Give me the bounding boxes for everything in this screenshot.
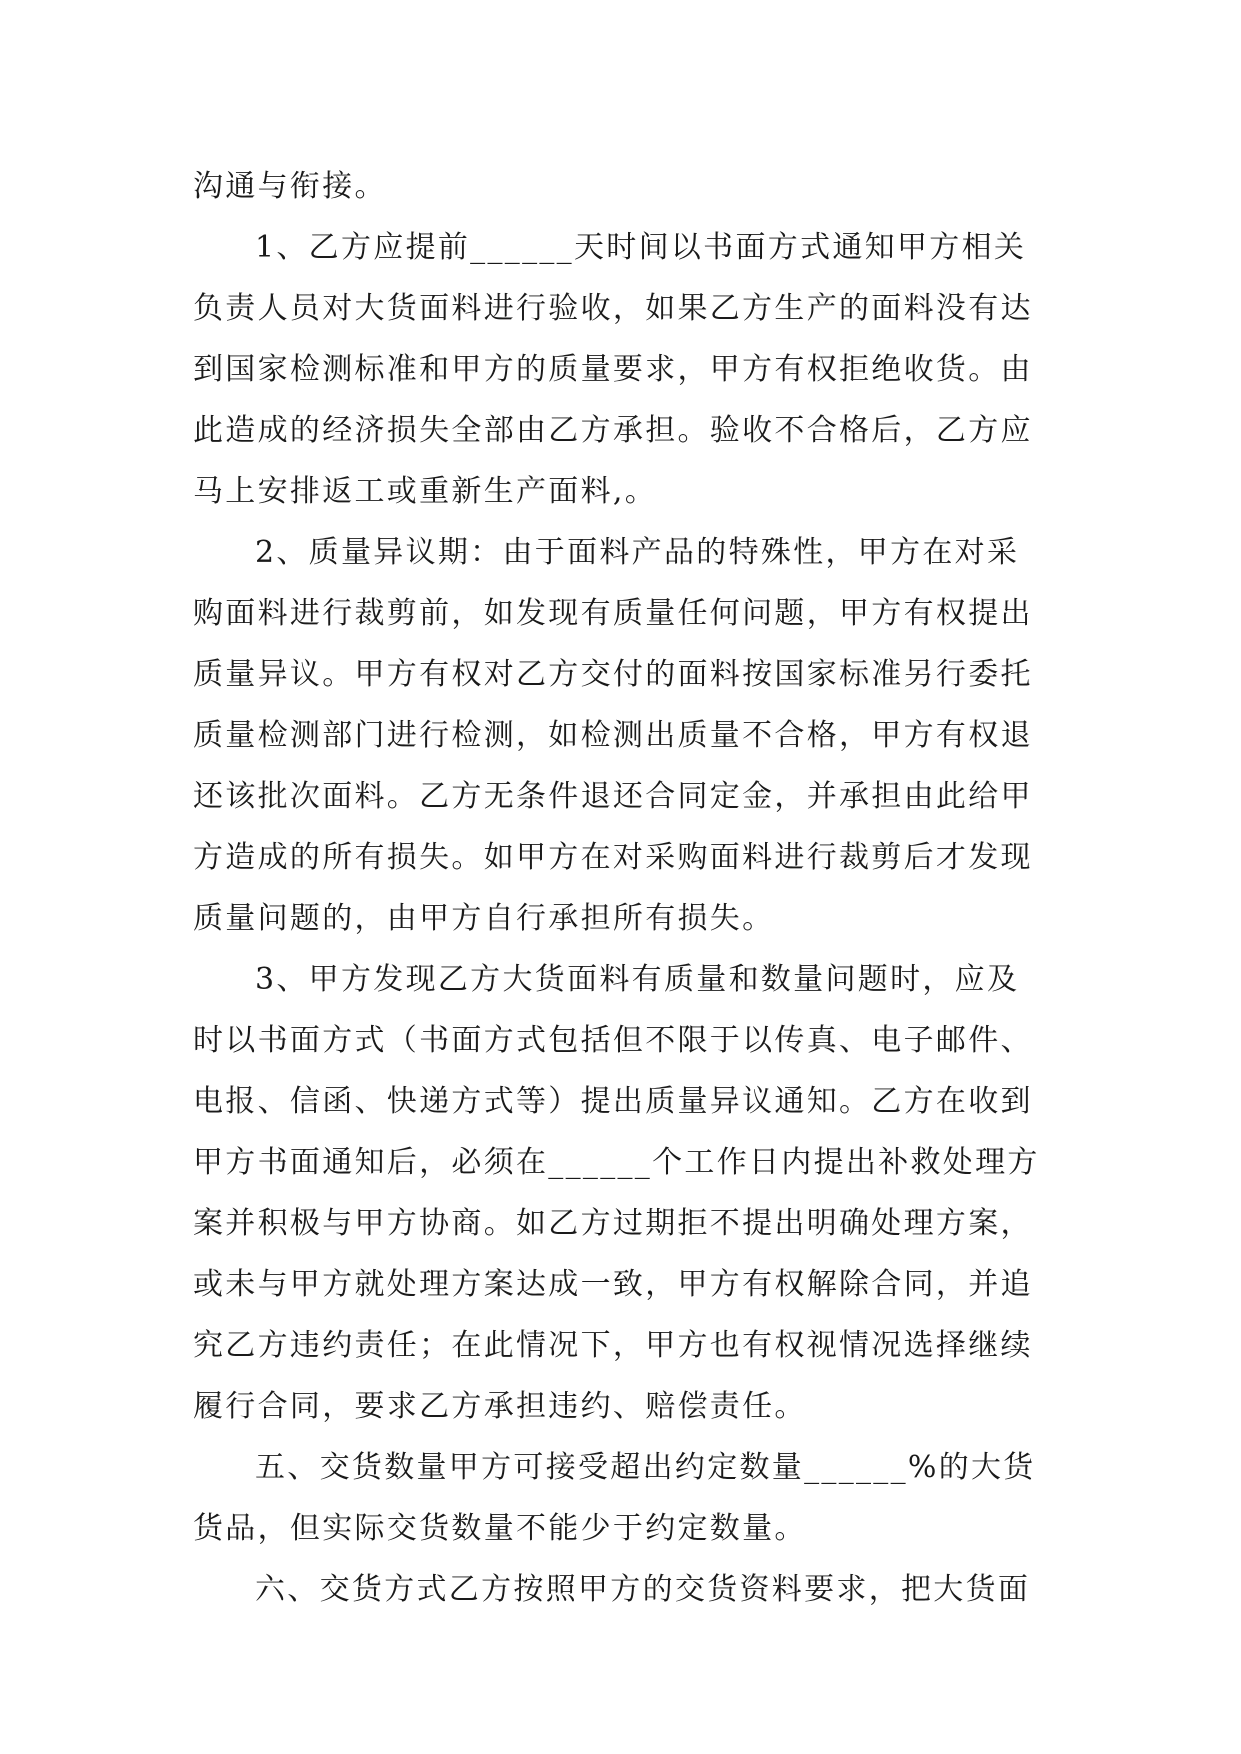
text-line: 质量异议。甲方有权对乙方交付的面料按国家标准另行委托 <box>193 657 1033 692</box>
text-line: 案并积极与甲方协商。如乙方过期拒不提出明确处理方案， <box>193 1206 1033 1241</box>
text-line: 质量检测部门进行检测，如检测出质量不合格，甲方有权退 <box>193 718 1033 753</box>
text-line: 五、交货数量甲方可接受超出约定数量______%的大货 <box>255 1450 1036 1485</box>
text-line: 3、甲方发现乙方大货面料有质量和数量问题时，应及 <box>255 962 1020 997</box>
text-line: 此造成的经济损失全部由乙方承担。验收不合格后，乙方应 <box>193 413 1033 448</box>
text-line: 负责人员对大货面料进行验收，如果乙方生产的面料没有达 <box>193 291 1033 326</box>
text-line: 究乙方违约责任；在此情况下，甲方也有权视情况选择继续 <box>193 1328 1033 1363</box>
text-line: 2、质量异议期：由于面料产品的特殊性，甲方在对采 <box>255 535 1020 570</box>
text-line: 时以书面方式（书面方式包括但不限于以传真、电子邮件、 <box>193 1023 1033 1058</box>
text-line: 甲方书面通知后，必须在______个工作日内提出补救处理方 <box>193 1145 1040 1180</box>
text-line: 或未与甲方就处理方案达成一致，甲方有权解除合同，并追 <box>193 1267 1033 1302</box>
text-line: 沟通与衔接。 <box>193 169 387 204</box>
text-line: 1、乙方应提前______天时间以书面方式通知甲方相关 <box>255 230 1027 265</box>
text-line: 六、交货方式乙方按照甲方的交货资料要求，把大货面 <box>255 1572 1031 1607</box>
text-line: 还该批次面料。乙方无条件退还合同定金，并承担由此给甲 <box>193 779 1033 814</box>
text-line: 到国家检测标准和甲方的质量要求，甲方有权拒绝收货。由 <box>193 352 1033 387</box>
document-body <box>193 156 1053 1620</box>
text-line: 质量问题的，由甲方自行承担所有损失。 <box>193 901 775 936</box>
text-line: 货品，但实际交货数量不能少于约定数量。 <box>193 1511 807 1546</box>
text-line: 方造成的所有损失。如甲方在对采购面料进行裁剪后才发现 <box>193 840 1033 875</box>
text-line: 马上安排返工或重新生产面料,。 <box>193 474 658 509</box>
text-line: 购面料进行裁剪前，如发现有质量任何问题，甲方有权提出 <box>193 596 1033 631</box>
text-line: 电报、信函、快递方式等）提出质量异议通知。乙方在收到 <box>193 1084 1033 1119</box>
text-line: 履行合同，要求乙方承担违约、赔偿责任。 <box>193 1389 807 1424</box>
